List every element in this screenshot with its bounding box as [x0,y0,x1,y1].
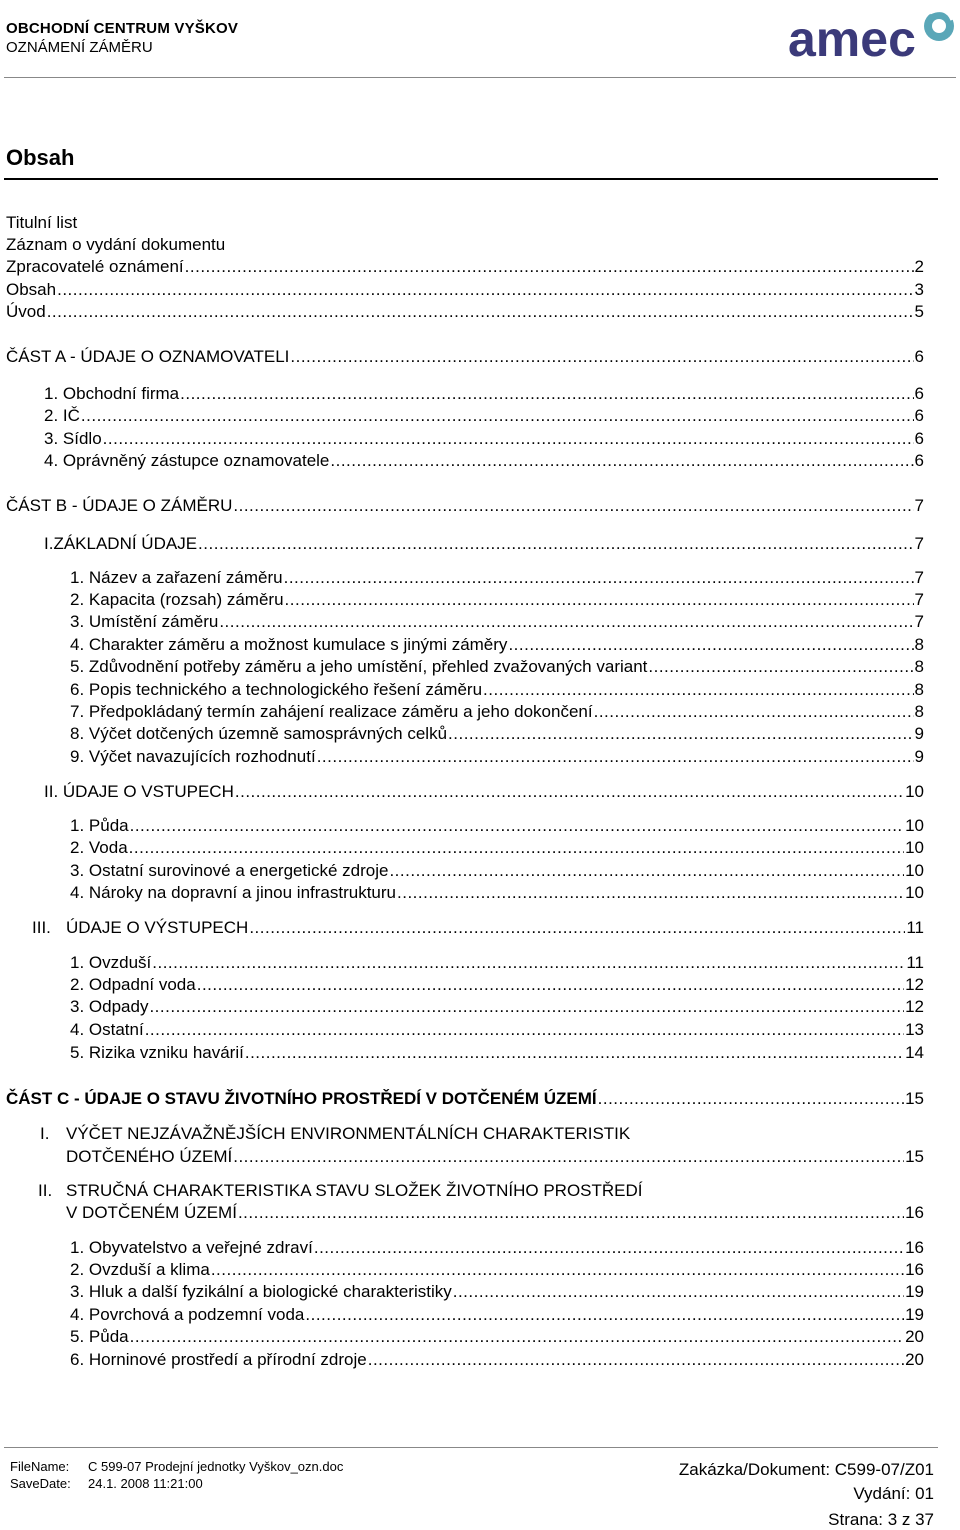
toc-entry-label [32,918,248,938]
toc-leader [249,918,905,938]
toc-leader [149,997,904,1017]
toc-entry-label: 5. Rizika vzniku havárií [70,1043,244,1062]
toc-entry-page: 16 [905,1203,924,1222]
toc-entry-label: 2. IČ [44,406,80,425]
toc-entry-label: 2. Voda [70,838,128,857]
toc-entry-page: 10 [905,816,924,835]
toc-entry-prefix: II. [38,1181,53,1200]
toc-entry-text: STRUČNÁ CHARAKTERISTIKA STAVU SLOŽEK ŽIVOTNÍHO PROSTŘEDÍ [66,1181,643,1200]
toc-entry-page: 6 [914,406,924,425]
toc-entry-label: 3. Sídlo [44,429,102,448]
toc-entry[interactable] [70,883,924,903]
toc-entry-prefix: I. [40,1124,50,1143]
toc-entry-label: ČÁST B - ÚDAJE O ZÁMĚRU [6,496,233,515]
toc-entry-label: 4. Povrchová a podzemní voda [70,1305,305,1324]
toc-entry-label: Záznam o vydání dokumentu [6,235,226,254]
toc-entry[interactable] [40,1124,924,1144]
toc-leader [448,724,914,744]
toc-entry[interactable] [70,997,924,1017]
toc-entry-label: 6. Horninové prostředí a přírodní zdroje [70,1350,367,1369]
toc-entry-page: 10 [905,782,924,801]
toc-leader [197,975,904,995]
toc-leader [233,496,913,516]
toc-entry-label [38,1181,643,1201]
toc-entry[interactable] [70,1043,924,1063]
toc-leader [130,816,904,836]
footer-divider [4,1447,938,1448]
toc-entry[interactable] [70,861,924,881]
toc-entry-label: DOTČENÉHO ÚZEMÍ [66,1147,233,1166]
toc-entry[interactable] [70,657,924,677]
page-title: Obsah [6,145,75,170]
toc-leader [508,635,913,655]
header-company: OBCHODNÍ CENTRUM VYŠKOV [6,20,239,37]
toc-leader [317,747,914,767]
toc-entry[interactable] [44,451,924,471]
toc-entry-label: ČÁST A - ÚDAJE O OZNAMOVATELI [6,347,290,366]
toc-entry[interactable] [6,302,924,322]
toc-entry-label: ČÁST C - ÚDAJE O STAVU ŽIVOTNÍHO PROSTŘEDÍ V DOTČENÉM ÚZEMÍ [6,1089,597,1108]
toc-entry-page: 20 [905,1327,924,1346]
toc-entry-label: 2. Kapacita (rozsah) záměru [70,590,284,609]
toc-entry[interactable] [6,347,924,367]
toc-entry-label: 6. Popis technického a technologického řešení záměru [70,680,483,699]
toc-leader [648,657,913,677]
toc-entry[interactable] [70,953,924,973]
toc-entry[interactable] [70,1282,924,1302]
title-underline [4,178,938,180]
toc-leader [180,384,913,404]
toc-leader [47,302,914,322]
toc-leader [219,612,913,632]
toc-entry-label: 2. Ovzduší a klima [70,1260,210,1279]
toc-entry[interactable] [70,838,924,858]
toc-entry[interactable] [6,257,924,277]
toc-entry[interactable] [70,612,924,632]
toc-entry[interactable] [70,1020,924,1040]
toc-entry-page: 2 [914,257,924,276]
toc-entry-prefix: III. [32,918,51,937]
toc-entry-page: 10 [905,861,924,880]
toc-leader [397,883,904,903]
toc-leader [389,861,904,881]
amec-logo [786,4,956,68]
footer-filename: C 599-07 Prodejní jednotky Vyškov_ozn.doc [88,1459,344,1474]
toc-entry-page: 13 [905,1020,924,1039]
toc-entry-page: 7 [914,612,924,631]
toc-entry-label: 4. Oprávněný zástupce oznamovatele [44,451,330,470]
toc-entry-text: VÝČET NEJZÁVAŽNĚJŠÍCH ENVIRONMENTÁLNÍCH CHARAKTERISTIK [66,1124,631,1143]
toc-leader [598,1089,904,1109]
toc-leader [238,1203,904,1223]
toc-leader [57,280,913,300]
toc-entry[interactable] [70,1327,924,1347]
toc-entry[interactable] [70,1350,924,1370]
footer-savedate: 24.1. 2008 11:21:00 [88,1476,203,1491]
toc-entry[interactable] [70,680,924,700]
toc-entry-label: 3. Hluk a další fyzikální a biologické charakteristiky [70,1282,452,1301]
toc-entry[interactable] [38,1181,924,1201]
logo-text: amec [788,11,916,67]
toc-entry-page: 8 [914,702,924,721]
toc-entry[interactable] [6,280,924,300]
toc-leader [330,451,913,471]
toc-entry-page: 19 [905,1305,924,1324]
toc-entry[interactable] [44,406,924,426]
toc-entry[interactable] [6,496,924,516]
toc-entry-page: 8 [914,680,924,699]
toc-entry[interactable] [6,1089,924,1109]
toc-entry[interactable] [70,590,924,610]
toc-entry-page: 3 [914,280,924,299]
toc-entry-page: 14 [905,1043,924,1062]
toc-entry-label: 4. Ostatní [70,1020,144,1039]
toc-leader [368,1350,904,1370]
toc-leader [245,1043,904,1063]
toc-entry[interactable] [44,534,924,554]
toc-entry-page: 9 [914,724,924,743]
toc-leader [235,782,904,802]
toc-entry-page: 15 [905,1147,924,1166]
toc-entry-text: ÚDAJE O VÝSTUPECH [66,918,249,937]
toc-entry-label: 5. Zdůvodnění potřeby záměru a jeho umístění, přehled zvažovaných variant [70,657,648,676]
footer-filename-label: FileName: [10,1459,70,1474]
toc-leader [152,953,905,973]
toc-entry[interactable] [70,1238,924,1258]
toc-entry-page: 10 [905,883,924,902]
toc-entry-page: 10 [905,838,924,857]
toc-entry-page: 5 [914,302,924,321]
toc-entry-page: 12 [905,975,924,994]
toc-entry-page: 15 [905,1089,924,1108]
toc-leader [185,257,914,277]
toc-entry[interactable] [70,724,924,744]
toc-entry-page: 12 [905,997,924,1016]
toc-entry-label: V DOTČENÉM ÚZEMÍ [66,1203,237,1222]
toc-entry-label: I.ZÁKLADNÍ ÚDAJE [44,534,198,553]
toc-entry[interactable] [70,747,924,767]
toc-leader [594,702,914,722]
toc-leader [233,1147,904,1167]
toc-entry-page: 11 [906,918,924,937]
toc-leader [103,429,914,449]
toc-entry-label: 1. Půda [70,816,129,835]
toc-leader [130,1327,904,1347]
toc-entry[interactable] [70,702,924,722]
toc-entry[interactable] [6,235,924,255]
toc-entry-label: 2. Odpadní voda [70,975,196,994]
toc-entry[interactable] [70,1305,924,1325]
footer-issue: Vydání: 01 [853,1484,934,1503]
toc-entry[interactable] [70,975,924,995]
toc-entry-page: 19 [905,1282,924,1301]
toc-leader [290,347,913,367]
toc-leader [483,680,914,700]
toc-entry-label: 5. Půda [70,1327,129,1346]
toc-entry-page: 16 [905,1260,924,1279]
toc-entry-page: 7 [914,496,924,515]
toc-entry[interactable] [66,1147,924,1167]
toc-leader [198,534,913,554]
toc-entry-page: 9 [914,747,924,766]
toc-entry-page: 16 [905,1238,924,1257]
toc-entry[interactable] [70,568,924,588]
toc-entry-label: 3. Umístění záměru [70,612,219,631]
toc-leader [129,838,904,858]
toc-entry-label: 1. Ovzduší [70,953,152,972]
toc-entry[interactable] [44,782,924,802]
toc-entry-page: 20 [905,1350,924,1369]
toc-entry-page: 8 [914,657,924,676]
footer-savedate-label: SaveDate: [10,1476,71,1491]
header-divider [4,77,956,78]
toc-entry-page: 7 [914,590,924,609]
toc-leader [145,1020,904,1040]
toc-entry-label: 1. Název a zařazení záměru [70,568,283,587]
toc-leader [211,1260,904,1280]
footer-contract: Zakázka/Dokument: C599-07/Z01 [678,1460,934,1479]
toc-entry[interactable] [44,429,924,449]
toc-entry[interactable] [70,1260,924,1280]
toc-leader [305,1305,904,1325]
toc-entry-label: 4. Nároky na dopravní a jinou infrastrukturu [70,883,397,902]
toc-entry-page: 7 [914,568,924,587]
toc-entry-page: 8 [914,635,924,654]
toc-entry-label [40,1124,630,1144]
toc-entry-label: 7. Předpokládaný termín zahájení realizace záměru a jeho dokončení [70,702,593,721]
toc-entry-label: Úvod [6,302,46,321]
toc-leader [453,1282,904,1302]
toc-entry-label: Zpracovatelé oznámení [6,257,184,276]
toc-entry[interactable] [70,635,924,655]
toc-entry-label: 4. Charakter záměru a možnost kumulace s jinými záměry [70,635,508,654]
toc-entry-page: 11 [906,953,924,972]
toc-entry-label: Obsah [6,280,57,299]
toc-entry[interactable] [66,1203,924,1223]
toc-entry-label: 8. Výčet dotčených územně samosprávných celků [70,724,448,743]
toc-entry-page: 7 [914,534,924,553]
toc-entry-label: 9. Výčet navazujících rozhodnutí [70,747,316,766]
toc-entry[interactable] [44,384,924,404]
toc-entry[interactable] [32,918,924,938]
toc-entry-page: 6 [914,451,924,470]
toc-leader [284,568,914,588]
toc-entry[interactable] [6,213,924,233]
toc-entry-label: II. ÚDAJE O VSTUPECH [44,782,234,801]
toc-entry-label: 3. Odpady [70,997,149,1016]
toc-entry-label: 3. Ostatní surovinové a energetické zdroje [70,861,389,880]
toc-entry-label: 1. Obchodní firma [44,384,180,403]
toc-leader [285,590,914,610]
toc-entry-page: 6 [914,384,924,403]
toc-leader [81,406,914,426]
toc-entry[interactable] [70,816,924,836]
header-document-type: OZNÁMENÍ ZÁMĚRU [6,39,153,56]
toc-leader [314,1238,904,1258]
footer-page-number: Strana: 3 z 37 [828,1510,934,1529]
toc-entry-page: 6 [914,347,924,366]
toc-entry-page: 6 [914,429,924,448]
toc-entry-label: Titulní list [6,213,78,232]
toc-entry-label: 1. Obyvatelstvo a veřejné zdraví [70,1238,313,1257]
